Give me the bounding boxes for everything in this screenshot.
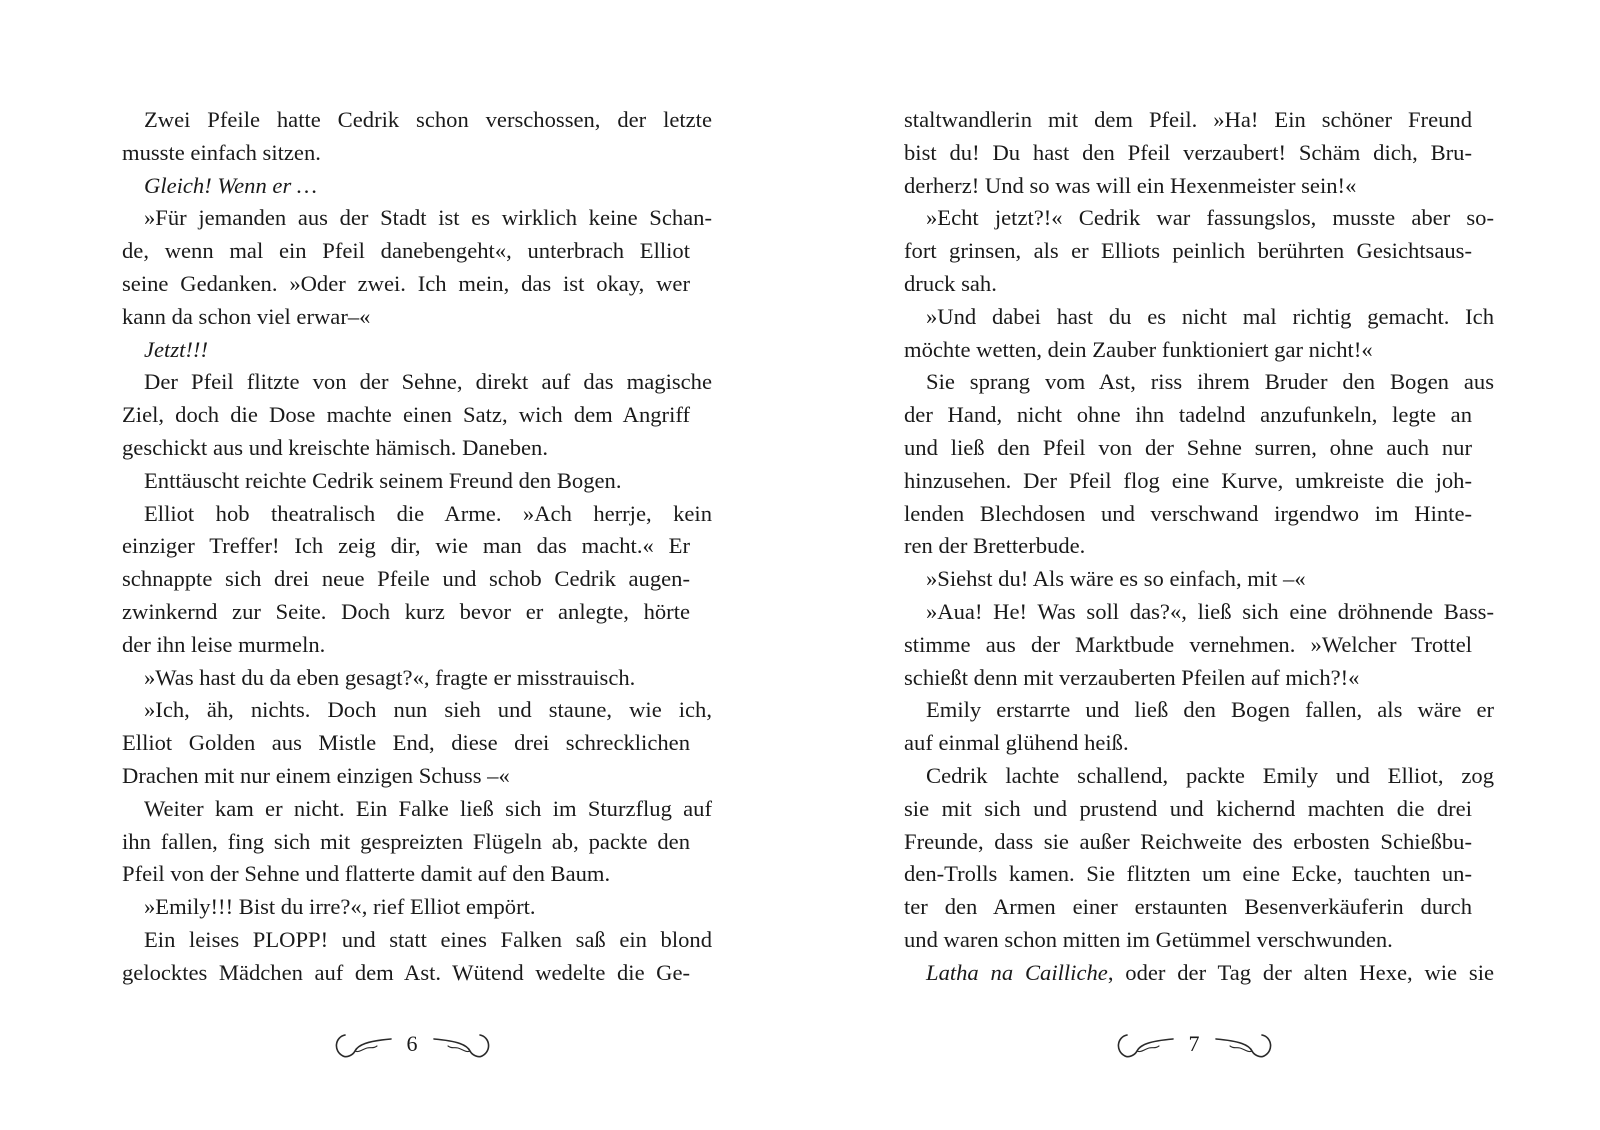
text-line: sie mit sich und prustend und kichernd machten die drei (904, 795, 1472, 821)
text-line: stimme aus der Marktbude vernehmen. »Welcher Trottel (904, 631, 1472, 657)
text-line: bist du! Du hast den Pfeil verzaubert! Schäm dich, Bru- (904, 139, 1472, 165)
text-line: Sie sprang vom Ast, riss ihrem Bruder den Bogen aus (926, 369, 1494, 395)
italic-thought: Gleich! Wenn er … (144, 172, 317, 198)
text-line: »Echt jetzt?!« Cedrik war fassungslos, musste aber so- (926, 205, 1494, 231)
text-line: Zwei Pfeile hatte Cedrik schon verschossen, der letzte (144, 107, 712, 132)
text-line: »Emily!!! Bist du irre?«, rief Elliot empört. (144, 894, 536, 920)
text-line: Elliot hob theatralisch die Arme. »Ach herrje, kein (144, 500, 712, 526)
right-page-text (904, 104, 1495, 990)
page-number: 6 (406, 1031, 418, 1056)
text-line: den-Trolls kamen. Sie flitzten um eine Ecke, tauchten un- (904, 861, 1472, 887)
text-line: und ließ den Pfeil von der Sehne surren, ohne auch nur (904, 434, 1472, 460)
text-line: seine Gedanken. »Oder zwei. Ich mein, das ist okay, wer (122, 270, 690, 296)
flourish-left-icon (331, 1027, 393, 1061)
text-line: derherz! Und so was will ein Hexenmeister sein!« (904, 172, 1357, 198)
text-line: Drachen mit nur einem einzigen Schuss –« (122, 762, 510, 788)
text-line: Ziel, doch die Dose machte einen Satz, wich dem Angriff (122, 402, 690, 428)
text-line: hinzusehen. Der Pfeil flog eine Kurve, umkreiste die joh- (904, 467, 1472, 493)
text-line: einziger Treffer! Ich zeig dir, wie man das macht.« Er (122, 533, 690, 559)
text-line: Cedrik lachte schallend, packte Emily und Elliot, zog (926, 762, 1494, 788)
page-number-right (1094, 1022, 1294, 1066)
text-line: kann da schon viel erwar–« (122, 303, 371, 329)
text-line-rest: , oder der Tag der alten Hexe, wie sie (1107, 959, 1495, 985)
text-line (122, 334, 690, 367)
text-line: Freunde, dass sie außer Reichweite des erbosten Schießbu- (904, 828, 1472, 854)
text-line: zwinkernd zur Seite. Doch kurz bevor er anlegte, hörte (122, 598, 690, 624)
text-line: »Und dabei hast du es nicht mal richtig gemacht. Ich (926, 303, 1494, 329)
text-line: Der Pfeil flitzte von der Sehne, direkt auf das magische (144, 369, 712, 395)
text-line: schießt denn mit verzauberten Pfeilen auf mich?!« (904, 664, 1360, 690)
flourish-left-icon (1113, 1027, 1175, 1061)
text-line: Emily erstarrte und ließ den Bogen fallen, als wäre er (926, 697, 1494, 723)
text-line: »Ich, äh, nichts. Doch nun sieh und staune, wie ich, (144, 697, 712, 723)
text-line: schnappte sich drei neue Pfeile und schob Cedrik augen- (122, 566, 690, 592)
page-number: 7 (1188, 1031, 1200, 1056)
text-line: Ein leises PLOPP! und statt eines Falken saß ein blond (144, 926, 712, 952)
text-line: ren der Bretterbude. (904, 533, 1086, 559)
text-line: geschickt aus und kreischte hämisch. Daneben. (122, 434, 549, 460)
text-line: auf einmal glühend heiß. (904, 730, 1129, 756)
text-line: der ihn leise murmeln. (122, 631, 326, 657)
italic-thought: Jetzt!!! (144, 336, 208, 362)
left-page-text (122, 104, 712, 990)
text-line: ter den Armen einer erstaunten Besenverkäuferin durch (904, 894, 1472, 920)
text-line: »Aua! He! Was soll das?«, ließ sich eine dröhnende Bass- (926, 598, 1494, 624)
text-line: druck sah. (904, 270, 997, 296)
text-line: Enttäuscht reichte Cedrik seinem Freund den Bogen. (144, 467, 622, 493)
text-line: ihn fallen, fing sich mit gespreizten Flügeln ab, packte den (122, 828, 690, 854)
flourish-right-icon (432, 1027, 494, 1061)
text-line: und waren schon mitten im Getümmel verschwunden. (904, 926, 1393, 952)
text-line: Weiter kam er nicht. Ein Falke ließ sich im Sturzflug auf (144, 795, 712, 821)
text-line: Elliot Golden aus Mistle End, diese drei schrecklichen (122, 730, 690, 756)
text-line: lenden Blechdosen und verschwand irgendwo im Hinte- (904, 500, 1472, 526)
text-line (904, 957, 1495, 990)
text-line: »Siehst du! Als wäre es so einfach, mit –« (926, 566, 1306, 592)
text-line: musste einfach sitzen. (122, 139, 321, 165)
text-line: fort grinsen, als er Elliots peinlich berührten Gesichtsaus- (904, 238, 1472, 264)
flourish-right-icon (1214, 1027, 1276, 1061)
text-line: de, wenn mal ein Pfeil danebengeht«, unterbrach Elliot (122, 238, 690, 264)
text-line: staltwandlerin mit dem Pfeil. »Ha! Ein schöner Freund (904, 107, 1472, 132)
page-number-left (312, 1022, 512, 1066)
text-line: »Für jemanden aus der Stadt ist es wirklich keine Schan- (144, 205, 712, 231)
text-line: möchte wetten, dein Zauber funktioniert gar nicht!« (904, 336, 1373, 362)
italic-phrase: Latha na Cailliche (926, 959, 1108, 985)
text-line (122, 170, 690, 203)
text-line: der Hand, nicht ohne ihn tadelnd anzufunkeln, legte an (904, 402, 1472, 428)
text-line: Pfeil von der Sehne und flatterte damit auf den Baum. (122, 861, 611, 887)
text-line: gelocktes Mädchen auf dem Ast. Wütend wedelte die Ge- (122, 959, 690, 985)
text-line: »Was hast du da eben gesagt?«, fragte er misstrauisch. (144, 664, 636, 690)
